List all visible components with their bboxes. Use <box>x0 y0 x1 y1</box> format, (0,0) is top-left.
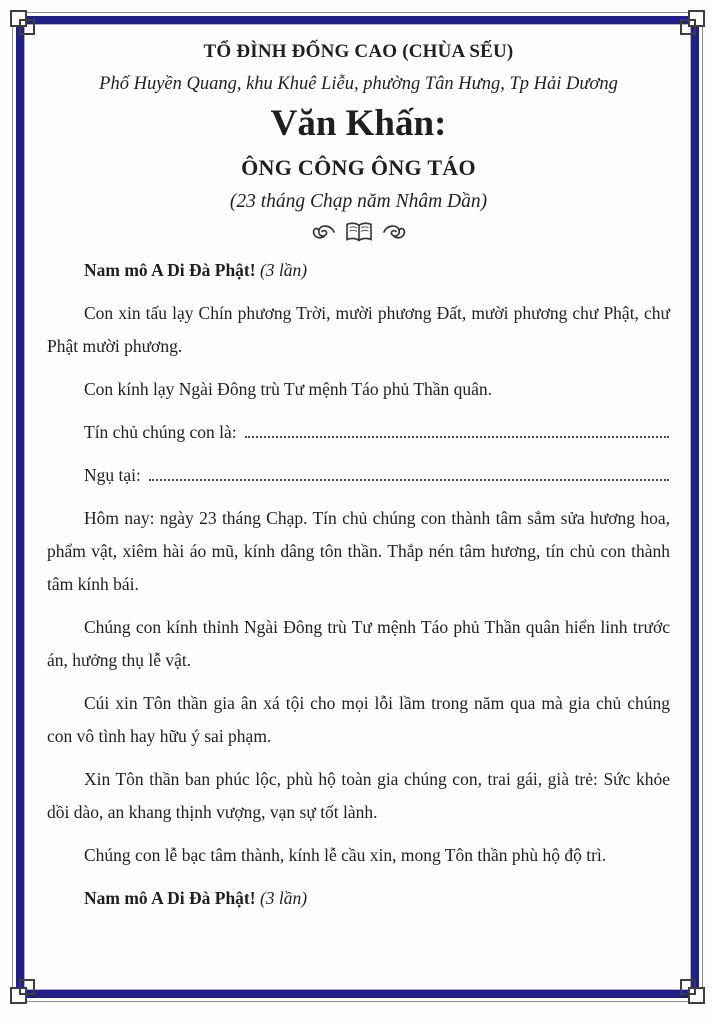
corner-ornament-bottom-left <box>9 967 47 1005</box>
dotted-blank <box>149 479 669 481</box>
temple-address: Phố Huyền Quang, khu Khuê Liễu, phường Tân Hưng, Tp Hải Dương <box>99 73 618 94</box>
corner-ornament-top-right <box>668 9 706 47</box>
invocation-opening <box>47 254 670 287</box>
corner-square-icon <box>680 979 696 995</box>
fill-label: Ngụ tại: <box>84 465 141 486</box>
fill-label: Tín chủ chúng con là: <box>84 422 237 443</box>
left-fleuron-icon <box>312 223 336 241</box>
date-line: (23 tháng Chạp năm Nhâm Dần) <box>229 190 488 212</box>
prayer-paragraph: Hôm nay: ngày 23 tháng Chạp. Tín chủ chúng con thành tâm sắm sửa hương hoa, phẩm vật, xiêm hài áo mũ, kính dâng tôn thần. Thắp nén tâm hương, tín chủ con thành tâm kính bái. <box>47 508 670 595</box>
dotted-blank <box>245 436 669 438</box>
fill-line-devotee-name <box>47 416 670 449</box>
document-content <box>47 40 670 978</box>
invocation-closing <box>47 882 670 915</box>
repeat-count: (3 lần) <box>255 888 308 909</box>
prayer-paragraph: Cúi xin Tôn thần gia ân xá tội cho mọi lỗi lầm trong năm qua mà gia chủ chúng con vô tình hay hữu ý sai phạm. <box>47 693 670 747</box>
fill-line-residence <box>47 459 670 492</box>
page-subtitle: ÔNG CÔNG ÔNG TÁO <box>241 154 476 180</box>
temple-name: TỔ ĐÌNH ĐỐNG CAO (CHÙA SẾU) <box>203 41 514 62</box>
right-fleuron-icon <box>382 223 406 241</box>
corner-square-icon <box>19 19 35 35</box>
prayer-paragraph: Con xin tấu lạy Chín phương Trời, mười phương Đất, mười phương chư Phật, chư Phật mười phương. <box>47 303 670 357</box>
repeat-count: (3 lần) <box>255 260 308 281</box>
prayer-paragraph: Chúng con kính thỉnh Ngài Đông trù Tư mệnh Táo phủ Thần quân hiển linh trước án, hưởng thụ lễ vật. <box>47 617 670 671</box>
prayer-paragraph: Con kính lạy Ngài Đông trù Tư mệnh Táo phủ Thần quân. <box>84 379 493 400</box>
page-title: Văn Khấn: <box>270 102 447 144</box>
prayer-paragraph: Xin Tôn thần ban phúc lộc, phù hộ toàn gia chúng con, trai gái, già trẻ: Sức khỏe dồi dào, an khang thịnh vượng, vạn sự tốt lành. <box>47 769 670 823</box>
invocation-text: Nam mô A Di Đà Phật! <box>84 888 256 909</box>
corner-square-icon <box>680 19 696 35</box>
corner-ornament-bottom-right <box>668 967 706 1005</box>
divider-ornament <box>47 220 670 244</box>
prayer-paragraph: Chúng con lễ bạc tâm thành, kính lễ cầu xin, mong Tôn thần phù hộ độ trì. <box>84 845 607 866</box>
invocation-text: Nam mô A Di Đà Phật! <box>84 260 256 281</box>
open-book-icon <box>345 221 373 243</box>
corner-square-icon <box>19 979 35 995</box>
corner-ornament-top-left <box>9 9 47 47</box>
